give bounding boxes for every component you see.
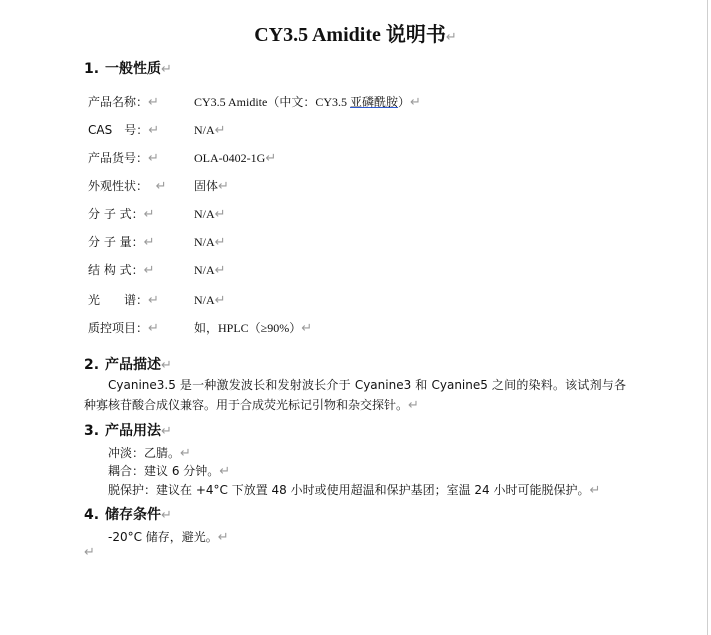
usage-line-deprotection — [108, 481, 600, 498]
paragraph-mark: ↵ — [143, 207, 155, 222]
property-value-underlined: 亚磷酰胺 — [350, 95, 399, 109]
section-title: 一般性质 — [105, 61, 161, 77]
usage-line-dilution — [108, 444, 191, 461]
paragraph-mark: ↵ — [148, 95, 159, 110]
section-number: 1. — [84, 61, 100, 77]
property-row-structure — [88, 261, 226, 278]
paragraph-mark: ↵ — [408, 398, 419, 413]
description-text: Cyanine3.5 是一种激发波长和发射波长介于 Cyanine3 和 Cyanine5 之间的染料。该试剂与各种寡核苷酸合成仪兼容。用于合成荧光标记引物和杂交探针。 — [84, 378, 626, 412]
property-row-spectrum — [88, 291, 226, 308]
section-number: 3. — [84, 423, 100, 439]
section-heading-general — [84, 58, 172, 78]
paragraph-mark: ↵ — [148, 123, 160, 138]
section-title: 产品描述 — [105, 357, 161, 373]
property-row-appearance — [88, 177, 229, 194]
property-row-cas — [88, 121, 226, 138]
paragraph-mark: ↵ — [143, 263, 155, 278]
property-value-end: ） — [398, 95, 411, 109]
paragraph-mark: ↵ — [214, 263, 226, 278]
property-label: 分 子 量： — [88, 235, 144, 249]
section-heading-storage — [84, 504, 172, 524]
section-title: 储存条件 — [105, 507, 161, 523]
property-value: N/A — [194, 263, 215, 277]
paragraph-mark: ↵ — [219, 464, 231, 479]
paragraph-mark: ↵ — [214, 207, 226, 222]
paragraph-mark: ↵ — [265, 151, 277, 166]
section-number: 2. — [84, 357, 100, 373]
paragraph-mark: ↵ — [161, 424, 172, 439]
property-label: 分 子 式： — [88, 207, 144, 221]
property-value: 固体 — [194, 179, 219, 193]
paragraph-mark: ↵ — [217, 530, 229, 545]
property-label: 外观性状： — [88, 179, 149, 193]
paragraph-mark: ↵ — [180, 446, 191, 461]
storage-text: -20°C 储存，避光。 — [108, 530, 218, 544]
property-label: 质控项目： — [88, 321, 149, 335]
section-heading-usage — [84, 420, 172, 440]
paragraph-mark: ↵ — [148, 321, 159, 336]
usage-text: 耦合：建议 6 分钟。 — [108, 464, 220, 478]
description-paragraph — [84, 375, 626, 416]
property-label: 产品货号： — [88, 151, 149, 165]
paragraph-mark: ↵ — [301, 321, 313, 336]
property-label: CAS 号： — [88, 123, 149, 137]
paragraph-mark: ↵ — [155, 179, 167, 194]
property-value: N/A — [194, 207, 215, 221]
property-value: N/A — [194, 293, 215, 307]
property-value: N/A — [194, 235, 215, 249]
paragraph-mark: ↵ — [445, 29, 457, 44]
paragraph-mark: ↵ — [161, 358, 172, 373]
paragraph-mark: ↵ — [161, 62, 172, 77]
paragraph-mark: ↵ — [161, 508, 172, 523]
property-label: 光 谱： — [88, 293, 149, 307]
property-label: 产品名称： — [88, 95, 149, 109]
paragraph-mark: ↵ — [214, 293, 226, 308]
paragraph-mark: ↵ — [214, 235, 226, 250]
paragraph-mark: ↵ — [214, 123, 226, 138]
page-edge — [707, 0, 708, 635]
property-row-name — [88, 93, 421, 110]
property-value: OLA-0402-1G — [194, 151, 266, 165]
paragraph-mark: ↵ — [84, 545, 95, 560]
paragraph-mark: ↵ — [148, 151, 159, 166]
paragraph-mark: ↵ — [410, 94, 421, 109]
property-label: 结 构 式： — [88, 263, 144, 277]
property-row-formula — [88, 205, 226, 222]
property-value: CY3.5 Amidite（中文：CY3.5 — [194, 95, 351, 109]
section-heading-description — [84, 354, 172, 374]
paragraph-mark: ↵ — [143, 235, 155, 250]
usage-text: 脱保护：建议在 +4°C 下放置 48 小时或使用超温和保护基团；室温 24 小时可能脱保护。 — [108, 483, 590, 497]
paragraph-mark: ↵ — [589, 483, 601, 498]
property-value: 如，HPLC（≥90%） — [194, 321, 302, 335]
property-row-catalog — [88, 149, 276, 166]
storage-line — [108, 528, 229, 545]
title-text: CY3.5 Amidite 说明书 — [254, 24, 446, 46]
section-title: 产品用法 — [105, 423, 161, 439]
usage-text: 冲淡：乙腈。 — [108, 446, 181, 460]
section-number: 4. — [84, 507, 100, 523]
property-row-qc — [88, 319, 312, 336]
document-title — [0, 18, 711, 47]
paragraph-mark: ↵ — [218, 179, 229, 194]
paragraph-mark: ↵ — [148, 293, 159, 308]
property-value: N/A — [194, 123, 215, 137]
property-row-weight — [88, 233, 226, 250]
empty-paragraph — [84, 545, 95, 560]
usage-line-coupling — [108, 462, 230, 479]
